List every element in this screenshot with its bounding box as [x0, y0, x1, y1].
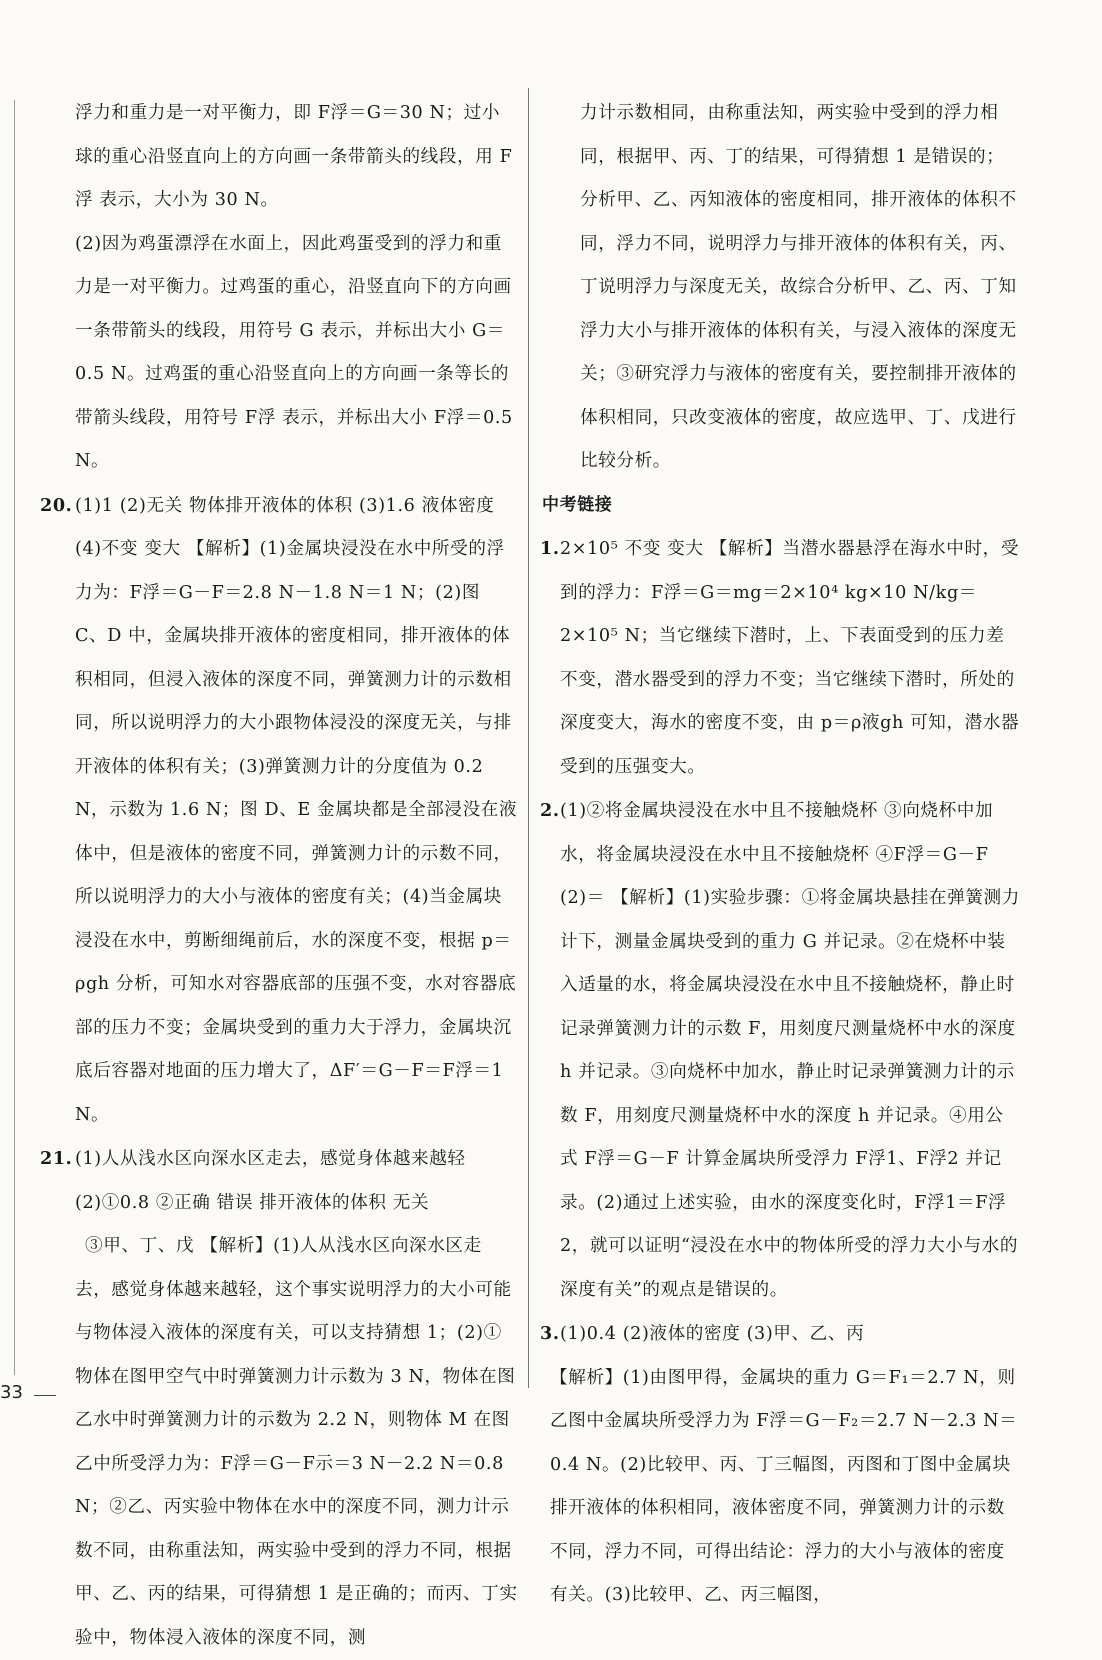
question-number: 20. — [40, 494, 73, 516]
question-number: 1. — [540, 538, 560, 559]
left-column — [40, 92, 518, 1660]
answer-text: (1)人从浅水区向深水区走去，感觉身体越来越轻 — [75, 1149, 466, 1169]
answer-text: (1)②将金属块浸没在水中且不接触烧杯 ③向烧杯中加水，将金属块浸没在水中且不接触烧杯 ④F浮＝G－F (2)＝ 【解析】(1)实验步骤：①将金属块悬挂在弹簧测力计下，测量金属块受到的重力 G 并记录。②在烧杯中装入适量的水，将金属块浸没在水中且不接触烧杯，静止时记录弹簧测力计的示数 F，用刻度尺测量烧杯中水的深度 h 并记录。③向烧杯中加水，静止时记录弹簧测力计的示数 F，用刻度尺测量烧杯中水的深度 h 并记录。④用公式 F浮＝G－F 计算金属块所受浮力 F浮1、F浮2 并记录。(2)通过上述实验，由水的深度变化时，F浮1＝F浮2，就可以证明“浸没在水中的物体所受的浮力大小与水的深度有关”的观点是错误的。 — [560, 801, 1020, 1300]
question-3 — [540, 1312, 1020, 1357]
paragraph: 浮力和重力是一对平衡力，即 F浮＝G＝30 N；过小球的重心沿竖直向上的方向画一条带箭头的线段，用 F浮 表示，大小为 30 N。 — [75, 103, 513, 210]
question-21 — [40, 1137, 518, 1182]
answer-text: (1)0.4 (2)液体的密度 (3)甲、乙、丙 — [560, 1324, 865, 1344]
page-number: 33 — [0, 1382, 23, 1403]
answer-text: 【解析】(1)由图甲得，金属块的重力 G＝F₁＝2.7 N，则乙图中金属块所受浮力为 F浮＝G－F₂＝2.7 N－2.3 N＝0.4 N。(2)比较甲、丙、丁三幅图，丙图和丁图中金属块排开液体的体积相同，液体密度不同，弹簧测力计的示数不同，浮力不同，可得出结论：浮力的大小与液体的密度有关。(3)比较甲、乙、丙三幅图， — [550, 1367, 1018, 1605]
paragraph: (2)因为鸡蛋漂浮在水面上，因此鸡蛋受到的浮力和重力是一对平衡力。过鸡蛋的重心，沿竖直向下的方向画一条带箭头的线段，用符号 G 表示，并标出大小 G＝0.5 N。过鸡蛋的重心沿竖直向上的方向画一条等长的带箭头线段，用符号 F浮 表示，并标出大小 F浮＝0.5 N。 — [75, 233, 513, 471]
column-divider — [528, 88, 529, 1388]
answer-text: (1)1 (2)无关 物体排开液体的体积 (3)1.6 液体密度 (4)不变 变大 【解析】(1)金属块浸没在水中所受的浮力为：F浮＝G－F＝2.8 N－1.8 N＝1 N；(2)图 C、D 中，金属块排开液体的密度相同，排开液体的体积相同，但浸入液体的深度不同，弹簧测力计的示数相同，所以说明浮力的大小跟物体浸没的深度无关，与排开液体的体积有关；(3)弹簧测力计的分度值为 0.2 N，示数为 1.6 N；图 D、E 金属块都是全部浸没在液体中，但是液体的密度不同，弹簧测力计的示数不同，所以说明浮力的大小与液体的密度有关；(4)当金属块浸没在水中，剪断细绳前后，水的深度不变，根据 p＝ρgh 分析，可知水对容器底部的压强不变，水对容器底部的压力不变；金属块受到的重力大于浮力，金属块沉底后容器对地面的压力增大了，ΔF′＝G－F＝F浮＝1 N。 — [75, 495, 518, 1125]
question-number: 3. — [540, 1323, 560, 1344]
answer-text: ③甲、丁、戊 【解析】(1)人从浅水区向深水区走去，感觉身体越来越轻，这个事实说明浮力的大小可能与物体浸入液体的深度有关，可以支持猜想 1；(2)①物体在图甲空气中时弹簧测力计示数为 3 N，物体在图乙水中时弹簧测力计的示数为 2.2 N，则物体 M 在图乙中所受浮力为：F浮＝G－F示＝3 N－2.2 N＝0.8 N；②乙、丙实验中物体在水中的深度不同，测力计示数不同，由称重法知，两实验中受到的浮力不同，根据甲、乙、丙的结果，可得猜想 1 是正确的；而丙、丁实验中，物体浸入液体的深度不同，测 — [75, 1236, 518, 1648]
right-column — [540, 92, 1020, 1618]
question-number: 2. — [540, 800, 560, 821]
question-1 — [540, 527, 1020, 789]
question-20 — [40, 484, 518, 1138]
question-number: 21. — [40, 1148, 73, 1169]
page-number-rule — [34, 1395, 56, 1396]
answer-line: (2)①0.8 ②正确 错误 排开液体的体积 无关 — [75, 1192, 430, 1213]
question-2 — [540, 789, 1020, 1312]
paragraph: 力计示数相同，由称重法知，两实验中受到的浮力相同，根据甲、丙、丁的结果，可得猜想 1 是错误的；分析甲、乙、丙知液体的密度相同，排开液体的体积不同，浮力不同，说明浮力与排开液体的体积有关，丙、丁说明浮力与深度无关，故综合分析甲、乙、丙、丁知浮力大小与排开液体的体积有关，与浸入液体的深度无关；③研究浮力与液体的密度有关，要控制排开液体的体积相同，只改变液体的密度，故应选甲、丁、戊进行比较分析。 — [580, 103, 1017, 471]
answer-text: 2×10⁵ 不变 变大 【解析】当潜水器悬浮在海水中时，受到的浮力：F浮＝G＝mg＝2×10⁴ kg×10 N/kg＝2×10⁵ N；当它继续下潜时，上、下表面受到的压力差不变，潜水器受到的浮力不变；当它继续下潜时，所处的深度变大，海水的密度不变，由 p＝ρ液gh 可知，潜水器受到的压强变大。 — [560, 539, 1020, 777]
section-title: 中考链接 — [542, 494, 613, 515]
left-margin-line — [14, 100, 15, 1375]
